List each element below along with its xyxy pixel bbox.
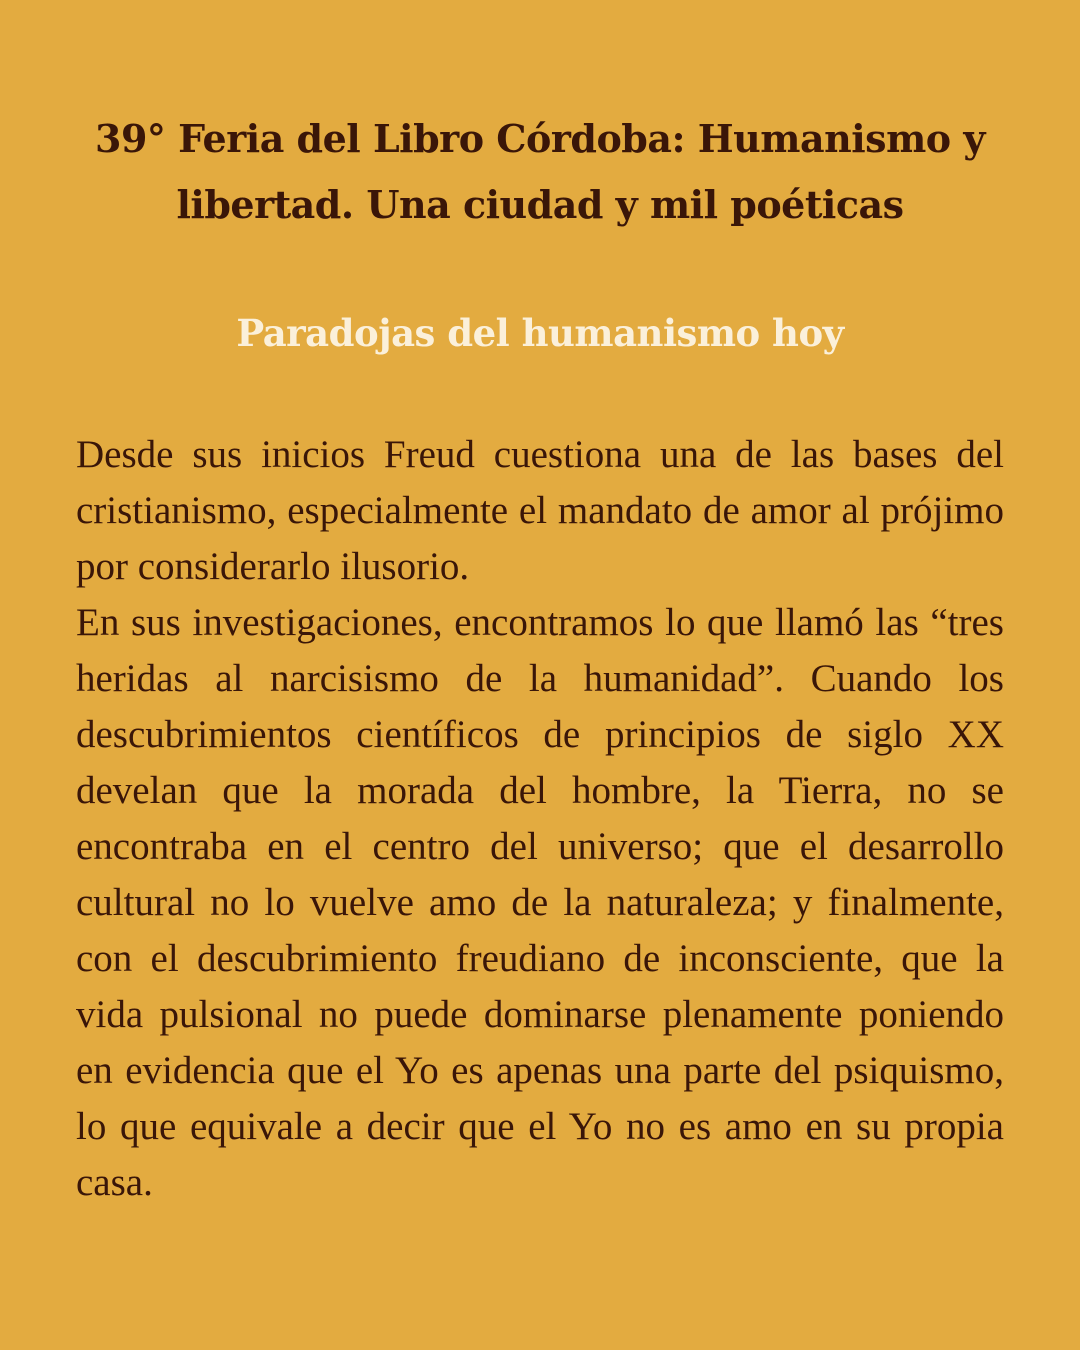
page-title: 39° Feria del Libro Córdoba: Humanismo y libertad. Una ciudad y mil poéticas xyxy=(95,116,985,227)
article-body xyxy=(76,427,1004,1211)
article-paragraph: En sus investigaciones, encontramos lo que llamó las “tres heridas al narcisismo de la humanidad”. Cuando los descubrimientos científicos de principios de siglo XX develan que la morada del hombre, la Tierra, no se encontraba en el centro del universo; que el desarrollo cultural no lo vuelve amo de la naturaleza; y finalmente, con el descubrimiento freudiano de inconsciente, que la vida pulsional no puede dominarse plenamente poniendo en evidencia que el Yo es apenas una parte del psiquismo, lo que equivale a decir que el Yo no es amo en su propia casa. xyxy=(76,601,1004,1204)
section-subtitle: Paradojas del humanismo hoy xyxy=(236,311,844,355)
article-paragraph: Desde sus inicios Freud cuestiona una de las bases del cristianismo, especialmente el mandato de amor al prójimo por considerarlo ilusorio. xyxy=(76,433,1004,588)
